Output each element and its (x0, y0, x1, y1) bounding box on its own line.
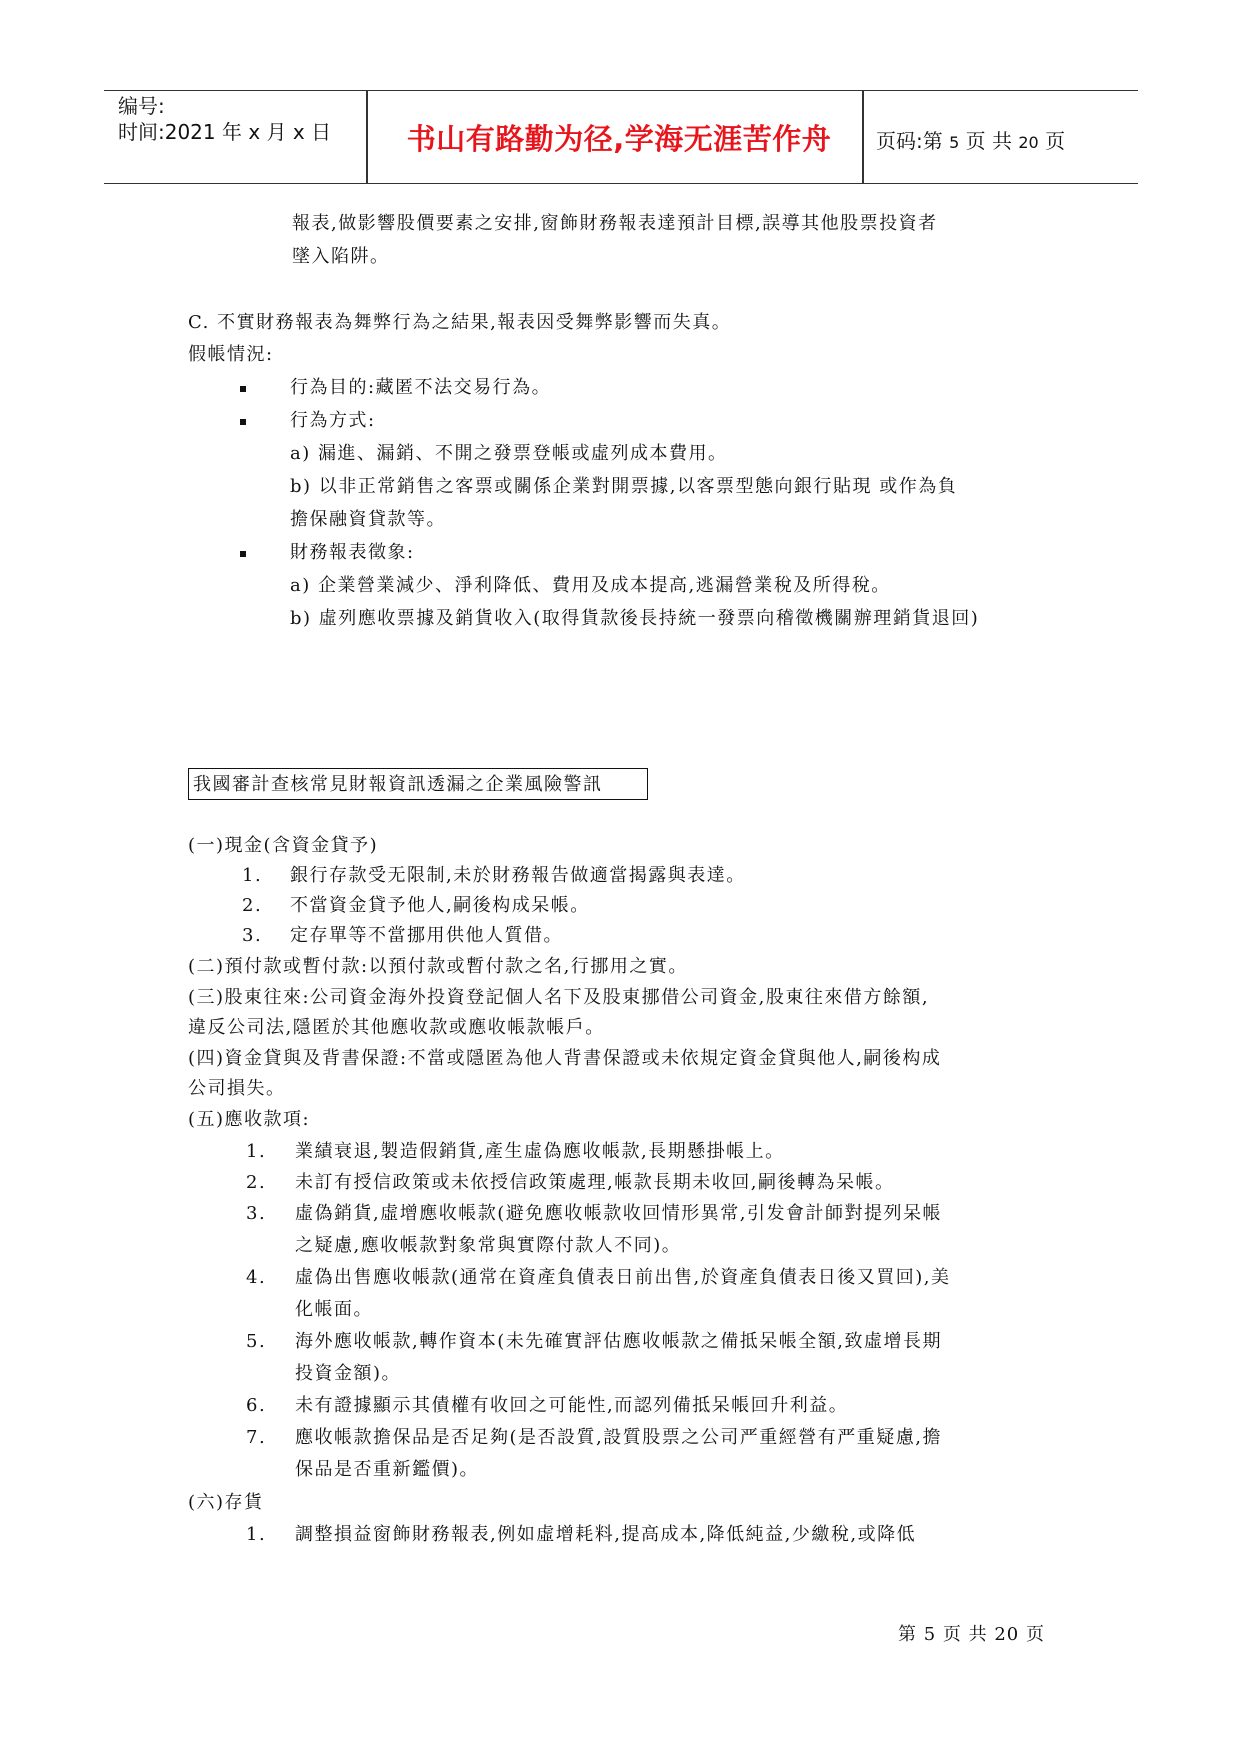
list-number: 5. (246, 1331, 267, 1352)
list-number: 3. (246, 1203, 267, 1224)
list-subitem: 擔保融資貸款等。 (290, 509, 446, 530)
header-page-number (876, 125, 1065, 154)
list-item: 海外應收帳款,轉作資本(未先確實評估應收帳款之備抵呆帳全額,致虛增長期 (295, 1331, 942, 1352)
number-label: 编号: (118, 94, 165, 118)
list-item: 行為目的:藏匿不法交易行為。 (290, 377, 552, 398)
list-item: 投資金額)。 (295, 1363, 402, 1384)
list-number: 2. (242, 895, 263, 916)
list-number: 3. (242, 925, 263, 946)
bullet-icon (240, 419, 246, 425)
list-item: 調整損益窗飾財務報表,例如虛增耗料,提高成本,降低純益,少繳稅,或降低 (295, 1524, 917, 1545)
list-item: 不當資金貸予他人,嗣後构成呆帳。 (290, 895, 590, 916)
paragraph-line: 墜入陷阱。 (292, 246, 390, 267)
section-6: (六)存貨 (188, 1492, 264, 1513)
list-item: 銀行存款受无限制,未於財務報告做適當揭露與表達。 (290, 865, 746, 886)
list-item: 虛偽出售應收帳款(通常在資產負債表日前出售,於資產負債表日後又買回),美 (295, 1267, 951, 1288)
list-item: 虛偽銷貨,虛增應收帳款(避免應收帳款收回情形異常,引发會計師對提列呆帳 (295, 1203, 942, 1224)
section-5: (五)應收款項: (188, 1109, 311, 1130)
paragraph-line: 報表,做影響股價要素之安排,窗飾財務報表達預計目標,誤導其他股票投資者 (292, 213, 938, 234)
list-item: 應收帳款擔保品是否足夠(是否設質,設質股票之公司严重經營有严重疑慮,擔 (295, 1427, 942, 1448)
header-meta (118, 91, 374, 183)
list-item: 未訂有授信政策或未依授信政策處理,帳款長期未收回,嗣後轉為呆帳。 (295, 1172, 895, 1193)
list-number: 1. (242, 865, 263, 886)
list-subitem: a) 企業營業減少、淨利降低、費用及成本提高,逃漏營業稅及所得稅。 (290, 575, 891, 596)
time-label: 时间:2021 年 x 月 x 日 (118, 120, 332, 144)
list-item: 財務報表徵象: (290, 542, 415, 563)
section-3-line: 違反公司法,隱匿於其他應收款或應收帳款帳戶。 (188, 1017, 605, 1038)
list-item: 之疑慮,應收帳款對象常與實際付款人不同)。 (295, 1235, 682, 1256)
page-total: 20 (1018, 133, 1039, 152)
bullet-icon (240, 551, 246, 557)
list-number: 7. (246, 1427, 267, 1448)
list-number: 6. (246, 1395, 267, 1416)
list-item: 業績衰退,製造假銷貨,產生虛偽應收帳款,長期懸掛帳上。 (295, 1141, 785, 1162)
page-suffix: 页 (1045, 129, 1066, 153)
fake-accounts-title: 假帳情況: (188, 344, 274, 365)
section-2: (二)預付款或暫付款:以預付款或暫付款之名,行挪用之實。 (188, 956, 688, 977)
list-number: 1. (246, 1524, 267, 1545)
page-num: 5 (949, 133, 960, 152)
list-item: 定存單等不當挪用供他人質借。 (290, 925, 563, 946)
header-divider (366, 91, 368, 183)
header-motto-cell (374, 91, 864, 183)
section-heading-c: C. 不實財務報表為舞弊行為之結果,報表因受舞弊影響而失真。 (188, 312, 732, 333)
list-number: 4. (246, 1267, 267, 1288)
section-3-line: (三)股東往來:公司資金海外投資登記個人名下及股東挪借公司資金,股東往來借方餘額, (188, 987, 930, 1008)
list-item: 化帳面。 (295, 1299, 373, 1320)
boxed-title-text: 我國審計查核常見財報資訊透漏之企業風險警訊 (193, 774, 603, 795)
list-item: 行為方式: (290, 410, 376, 431)
page-footer: 第 5 页 共 20 页 (898, 1624, 1045, 1645)
page-prefix: 页码:第 (876, 129, 943, 153)
list-subitem: b) 以非正常銷售之客票或關係企業對開票據,以客票型態向銀行貼現 或作為負 (290, 476, 958, 497)
list-item: 未有證據顯示其債權有收回之可能性,而認列備抵呆帳回升利益。 (295, 1395, 849, 1416)
page-mid: 页 共 (965, 129, 1013, 153)
section-4-line: (四)資金貸與及背書保證:不當或隱匿為他人背書保證或未依規定資金貸與他人,嗣後构成 (188, 1048, 942, 1069)
boxed-section-title (188, 768, 648, 800)
list-number: 2. (246, 1172, 267, 1193)
list-subitem: b) 虛列應收票據及銷貨收入(取得貨款後長持統一發票向稽徵機關辦理銷貨退回) (290, 608, 980, 629)
section-4-line: 公司損失。 (188, 1078, 286, 1099)
list-item: 保品是否重新鑑價)。 (295, 1459, 480, 1480)
header-motto: 书山有路勤为径,学海无涯苦作舟 (406, 122, 832, 156)
bullet-icon (240, 386, 246, 392)
page-header (104, 90, 1138, 184)
section-1: (一)現金(含資金貸予) (188, 835, 379, 856)
list-number: 1. (246, 1141, 267, 1162)
list-subitem: a) 漏進、漏銷、不開之發票登帳或虛列成本費用。 (290, 443, 728, 464)
header-divider (862, 91, 864, 183)
